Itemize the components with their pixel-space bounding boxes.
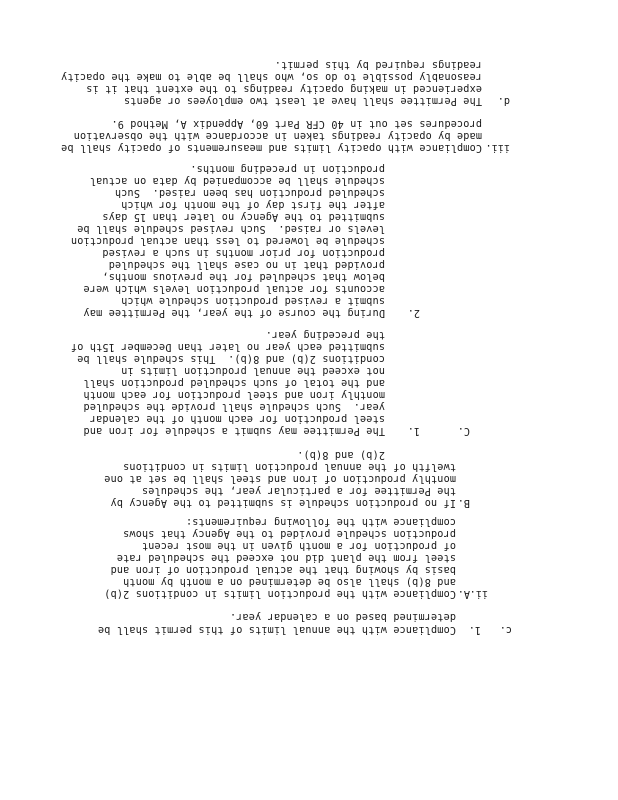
text-line: compliance with the following requirements: — [185, 516, 456, 527]
text-line: the preceding year. — [265, 329, 385, 340]
text-line: twelfth of the annual production limits in conditions — [122, 461, 456, 472]
item-label-iii: iii. — [485, 142, 510, 153]
item-label-2: 2. — [407, 307, 420, 318]
text-line: and 8(b) shall also be determined on a month by month — [122, 576, 456, 587]
item-label-A: A. — [457, 588, 470, 599]
text-line: If no production schedule is submitted to the Agency by — [110, 497, 456, 508]
text-line: submitted each year no later than December 15th of — [70, 341, 385, 352]
text-line: Compliance with opacity limits and measurements of opacity shall be — [61, 142, 482, 153]
item-label-ii: ii. — [469, 588, 488, 599]
text-line: schedule be lowered to less than actual production — [70, 235, 385, 246]
text-line: monthly production of iron and steel shall be set at one — [104, 473, 456, 484]
item-label-d: d. — [497, 95, 510, 106]
item-label-1: 1. — [407, 425, 420, 436]
text-line: year. Such schedule shall provide the scheduled — [83, 401, 385, 412]
text-line: provided that in no case shall the scheduled — [108, 259, 385, 270]
text-line: made by opacity readings taken in accordance with the observation — [73, 130, 482, 141]
text-line: monthly iron and steel production for each month — [83, 389, 385, 400]
text-line: not exceed the annual production limits in — [121, 365, 385, 376]
text-line: and the total of such scheduled production shall — [83, 377, 385, 388]
text-line: During the course of the year, the Permittee may — [83, 307, 385, 318]
text-line: basis by showing that the actual production of iron and — [110, 564, 456, 575]
text-line: determined based on a calendar year. — [229, 611, 456, 622]
text-line: scheduled production has been raised. Such — [114, 187, 385, 198]
text-line: production in preceding months. — [190, 163, 385, 174]
text-line: Compliance with the annual limits of this permit shall be — [97, 624, 456, 635]
text-line: accounts for actual production levels which were — [83, 283, 385, 294]
text-line: steel production for each month of the calendar — [89, 413, 385, 424]
text-line: steel from the plant did not exceed the scheduled rate — [116, 552, 456, 563]
text-line: production schedule provided to the Agency that shows — [122, 528, 456, 539]
text-line: conditions 2(b) and 8(b). This schedule shall be — [77, 353, 385, 364]
text-line: the Permittee for a particular year, the schedules — [141, 485, 456, 496]
item-label-c: c. — [499, 624, 512, 635]
text-line: Compliance with the production limits in conditions 2(b) — [104, 588, 456, 599]
text-line: after the first day of the month for which — [121, 199, 385, 210]
text-line: schedule shall be accompanied by data on actual — [89, 175, 385, 186]
text-line: The Permittee may submit a schedule for iron and — [83, 425, 385, 436]
text-line: readings required by this permit. — [274, 59, 482, 70]
text-line: procedures set out in 40 CFR Part 60, Appendix A, Method 9. — [111, 118, 482, 129]
text-line: of production for a month given in the most recent — [141, 540, 456, 551]
item-label-C: C. — [457, 425, 470, 436]
text-line: production for prior months in such a revised — [102, 247, 385, 258]
text-line: The Permittee shall have at least two employees or agents — [123, 95, 482, 106]
text-line: submit a revised production schedule which — [121, 295, 385, 306]
text-line: submitted to the Agency no later than 15 days — [102, 211, 385, 222]
item-label-1: 1. — [468, 624, 481, 635]
text-line: reasonably possible to do so, who shall be able to make the opacity — [61, 71, 482, 82]
text-line: 2(b) and 8(b). — [297, 449, 385, 460]
text-line: levels or raised. Such revised schedule shall be — [77, 223, 385, 234]
item-label-B: B. — [457, 497, 470, 508]
text-line: below that scheduled for the previous months, — [102, 271, 385, 282]
text-line: experienced in making opacity readings to the extent that it is — [86, 83, 482, 94]
